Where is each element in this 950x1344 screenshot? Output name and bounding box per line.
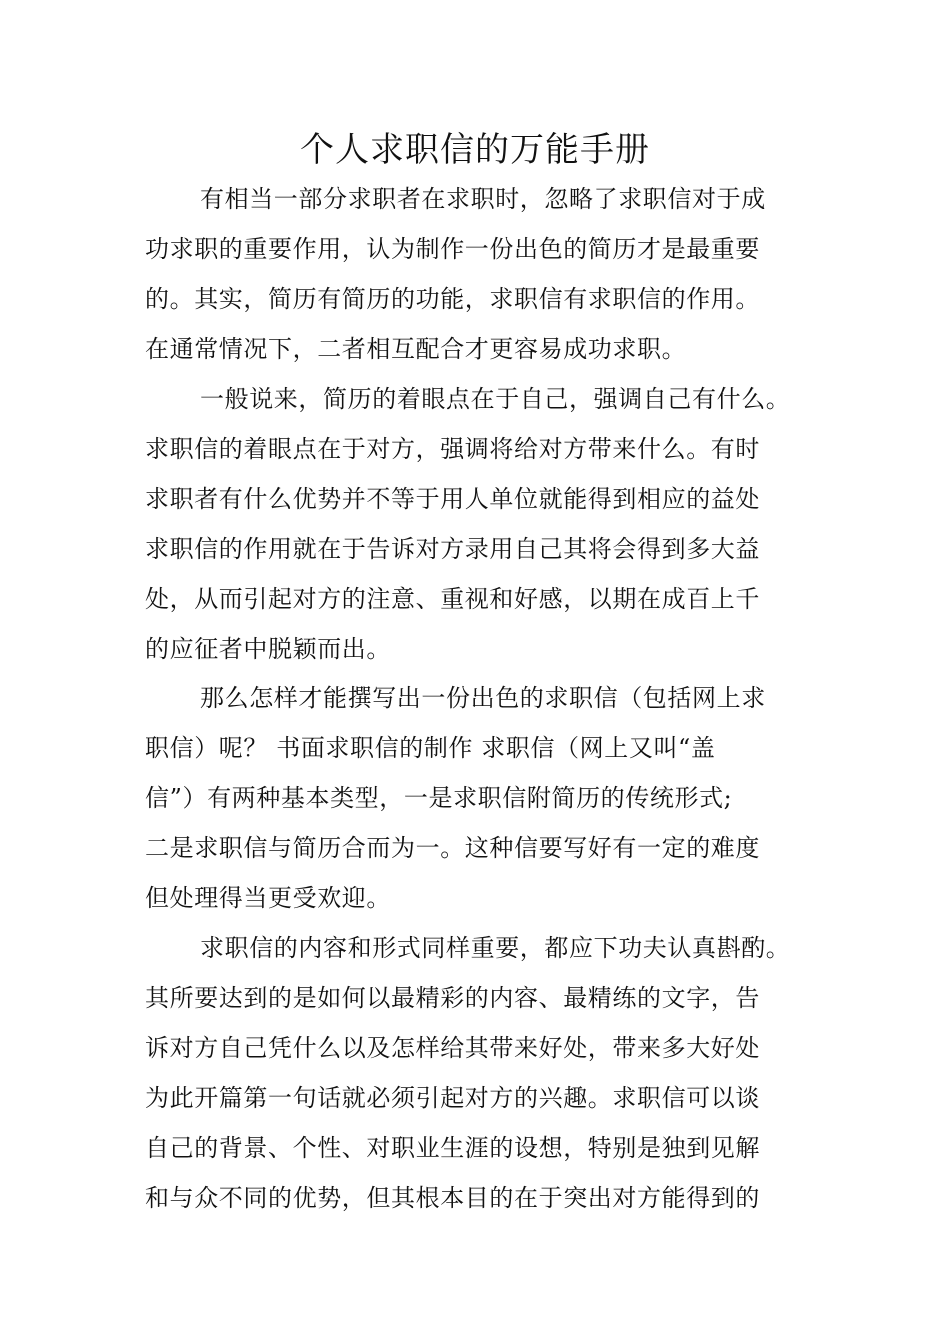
paragraph-2-line-5: 处，从而引起对方的注意、重视和好感，以期在成百上千 (145, 585, 760, 613)
paragraph-4-line-3: 诉对方自己凭什么以及怎样给其带来好处，带来多大好处 (145, 1034, 760, 1062)
paragraph-1-line-1: 有相当一部分求职者在求职时，忽略了求职信对于成 (200, 185, 766, 213)
paragraph-4-line-6: 和与众不同的优势，但其根本目的在于突出对方能得到的 (145, 1184, 760, 1212)
document-title: 个人求职信的万能手册 (300, 130, 650, 170)
paragraph-2-line-4: 求职信的作用就在于告诉对方录用自己其将会得到多大益 (145, 535, 760, 563)
paragraph-3-line-5: 但处理得当更受欢迎。 (145, 884, 391, 912)
paragraph-3-line-4: 二是求职信与简历合而为一。这种信要写好有一定的难度 (145, 834, 760, 862)
paragraph-4-line-4: 为此开篇第一句话就必须引起对方的兴趣。求职信可以谈 (145, 1084, 760, 1112)
paragraph-1-line-3: 的。其实，简历有简历的功能，求职信有求职信的作用。 (145, 285, 760, 313)
paragraph-1-line-2: 功求职的重要作用，认为制作一份出色的简历才是最重要 (145, 235, 760, 263)
paragraph-1-line-4: 在通常情况下，二者相互配合才更容易成功求职。 (145, 335, 687, 363)
paragraph-4-line-2: 其所要达到的是如何以最精彩的内容、最精练的文字，告 (145, 984, 760, 1012)
paragraph-2-line-2: 求职信的着眼点在于对方，强调将给对方带来什么。有时 (145, 435, 760, 463)
paragraph-2-line-6: 的应征者中脱颖而出。 (145, 635, 391, 663)
paragraph-3-line-3: 信”）有两种基本类型，一是求职信附简历的传统形式; (145, 784, 733, 812)
paragraph-3-line-2: 职信）呢？ 书面求职信的制作 求职信（网上又叫“盖 (145, 734, 716, 762)
paragraph-2-line-3: 求职者有什么优势并不等于用人单位就能得到相应的益处 (145, 485, 760, 513)
paragraph-2-line-1: 一般说来，简历的着眼点在于自己，强调自己有什么。 (200, 385, 791, 413)
paragraph-3-line-1: 那么怎样才能撰写出一份出色的求职信（包括网上求 (200, 684, 766, 712)
paragraph-4-line-1: 求职信的内容和形式同样重要，都应下功夫认真斟酌。 (200, 934, 791, 962)
paragraph-4-line-5: 自己的背景、个性、对职业生涯的设想，特别是独到见解 (145, 1134, 760, 1162)
